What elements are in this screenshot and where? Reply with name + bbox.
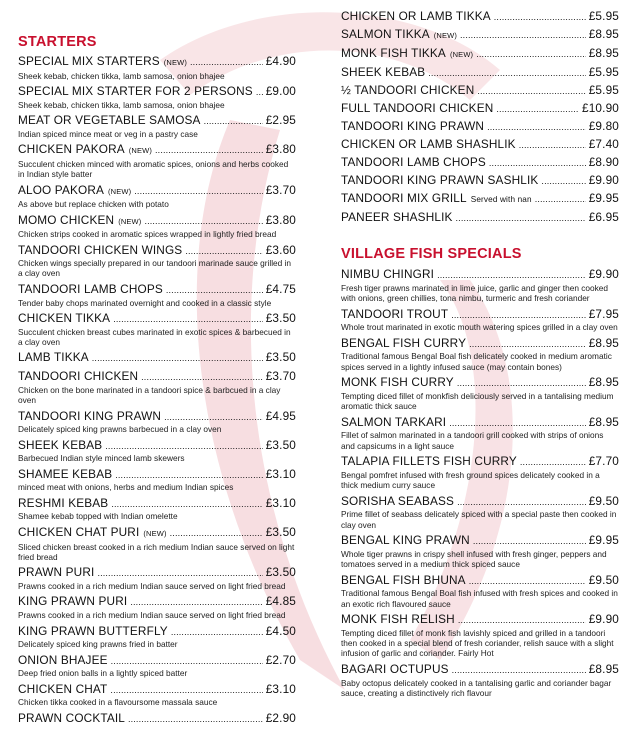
menu-item-description: Fresh tiger prawns marinated in lime juice, garlic and ginger then cooked with onions, green chillies, tona nimbu, turmeric and fresh coriander — [341, 282, 609, 303]
menu-item-line — [18, 653, 296, 669]
menu-item-line — [341, 307, 619, 323]
menu-item-description: Sheek kebab, chicken tikka, lamb samosa, onion bhajee — [18, 70, 225, 81]
menu-item-price: £3.50 — [265, 311, 296, 326]
menu-item-description: Prawns cooked in a rich medium Indian sauce served on light fried bread — [18, 609, 286, 620]
menu-item-price: £8.90 — [588, 155, 619, 169]
menu-item-name: SPECIAL MIX STARTERS — [18, 54, 160, 68]
dot-leader — [451, 310, 586, 320]
dot-leader — [155, 145, 263, 155]
menu-item-line — [341, 173, 619, 189]
menu-item — [18, 594, 296, 620]
dot-leader — [494, 12, 586, 22]
menu-item-price: £3.70 — [265, 369, 296, 384]
dot-leader — [469, 576, 586, 586]
menu-item — [341, 267, 619, 303]
menu-item-name: ½ TANDOORI CHICKEN — [341, 83, 475, 97]
menu-item-description: Tender baby chops marinated overnight and cooked in a classic style — [18, 297, 272, 308]
menu-item — [341, 46, 619, 63]
menu-item — [341, 119, 619, 135]
menu-item-line — [341, 415, 619, 431]
menu-item-price: £10.90 — [582, 101, 619, 115]
menu-item-name: MONK FISH RELISH — [341, 612, 455, 627]
menu-item — [18, 467, 296, 493]
menu-item — [18, 653, 296, 679]
menu-item-name: SALMON TARKARI — [341, 414, 447, 429]
dot-leader — [449, 418, 585, 428]
menu-item-description: Barbecued Indian style minced lamb skewers — [18, 453, 185, 464]
menu-item-price: £8.95 — [588, 414, 619, 429]
menu-item — [18, 525, 296, 562]
dot-leader — [457, 497, 586, 507]
tandoori-list — [341, 9, 619, 226]
menu-item-description: Whole trout marinated in exotic mouth watering spices grilled in a clay oven — [341, 322, 618, 332]
menu-item — [341, 573, 619, 609]
menu-item-line — [18, 565, 296, 581]
menu-item-price: £3.50 — [265, 350, 296, 365]
menu-item-name: RESHMI KEBAB — [18, 495, 109, 510]
menu-item-name: TANDOORI LAMB CHOPS — [341, 155, 486, 169]
menu-item-line — [341, 267, 619, 283]
menu-item-price: £9.90 — [588, 173, 619, 187]
menu-item-line — [341, 210, 619, 226]
menu-item — [18, 113, 296, 139]
menu-item-name: SHAMEE KEBAB — [18, 466, 113, 481]
menu-item-price: £3.50 — [265, 565, 296, 580]
menu-item-price: £9.95 — [588, 191, 619, 205]
menu-item-name: CHICKEN CHAT — [18, 681, 108, 696]
menu-item-description: Chicken wings specially prepared in our tandoori marinade sauce grilled in a clay oven — [18, 258, 292, 279]
menu-item-name: ALOO PAKORA — [18, 182, 105, 197]
menu-item — [18, 350, 296, 366]
menu-item-name: TANDOORI CHICKEN — [18, 369, 139, 384]
dot-leader — [428, 68, 585, 78]
menu-item-line — [341, 83, 619, 99]
menu-item-price: £6.95 — [588, 210, 619, 224]
menu-item-description: Tempting diced fillet of monk fish lavishly spiced and grilled in a tandoori then cooked in a special blend of fresh coriander, relish sauce with a slight infusion of garlic and coriander. Fairly Hot — [341, 627, 614, 659]
menu-item — [341, 494, 619, 530]
menu-item-description: Prawns cooked in a rich medium Indian sauce served on light fried bread — [18, 580, 286, 591]
menu-item-description: Chicken strips cooked in aromatic spices wrapped in lightly fried bread — [18, 229, 277, 240]
dot-leader — [105, 441, 262, 451]
menu-item-price: £5.95 — [588, 83, 619, 97]
menu-item-name: TALAPIA FILLETS FISH CURRY — [341, 454, 517, 469]
menu-item-line — [18, 213, 296, 230]
menu-item-line — [341, 65, 619, 81]
menu-item-new-tag: (NEW) — [163, 58, 188, 67]
dot-leader — [171, 627, 263, 637]
menu-item — [341, 101, 619, 117]
menu-item — [341, 65, 619, 81]
menu-item-description: Delicately spiced king prawns barbecued in a clay oven — [18, 424, 222, 435]
menu-item-price: £4.85 — [265, 594, 296, 609]
menu-item-price: £3.10 — [265, 495, 296, 510]
menu-item-name: BENGAL FISH BHUNA — [341, 572, 466, 587]
menu-item-name: SALMON TIKKA — [341, 27, 430, 41]
menu-item-name: SPECIAL MIX STARTER FOR 2 PERSONS — [18, 84, 253, 99]
menu-item — [18, 624, 296, 650]
dot-leader — [457, 378, 586, 388]
menu-item-price: £3.80 — [265, 142, 296, 157]
menu-item-name: BENGAL FISH CURRY — [341, 335, 467, 350]
menu-item — [18, 565, 296, 591]
dot-leader — [110, 685, 262, 695]
menu-item-name: KING PRAWN BUTTERFLY — [18, 623, 168, 638]
dot-leader — [256, 87, 263, 97]
menu-item — [18, 54, 296, 81]
menu-item-price: £8.95 — [588, 662, 619, 676]
menu-item — [18, 409, 296, 435]
menu-item-name: LAMB TIKKA — [18, 350, 89, 365]
menu-item-line — [341, 119, 619, 135]
dot-leader — [476, 49, 586, 59]
dot-leader — [128, 714, 263, 724]
menu-item — [341, 336, 619, 372]
dot-leader — [458, 615, 586, 625]
menu-item — [18, 243, 296, 279]
menu-item-line — [18, 467, 296, 483]
menu-item-name: PANEER SHASHLIK — [341, 210, 453, 224]
menu-item-line — [18, 311, 296, 327]
menu-item-description: Sliced chicken breast cooked in a rich medium Indian sauce served on light fried bread — [18, 541, 295, 562]
menu-item-name: MONK FISH CURRY — [341, 375, 454, 390]
menu-item-price: £9.50 — [588, 493, 619, 508]
dot-leader — [204, 116, 263, 126]
dot-leader — [170, 528, 263, 538]
menu-item-name: TANDOORI MIX GRILL — [341, 191, 467, 205]
menu-item-price: £7.40 — [588, 137, 619, 151]
menu-item — [341, 307, 619, 333]
menu-item-name: TANDOORI LAMB CHOPS — [18, 282, 163, 297]
menu-item-description: As above but replace chicken with potato — [18, 199, 169, 210]
menu-item-line — [341, 336, 619, 352]
menu-item-name: SORISHA SEABASS — [341, 493, 455, 508]
menu-item-name: CHICKEN OR LAMB TIKKA — [341, 9, 491, 23]
dot-leader — [111, 656, 263, 666]
menu-item-line — [18, 113, 296, 129]
menu-item-line — [18, 183, 296, 200]
menu-item-description: Shamee kebab topped with Indian omelette — [18, 511, 178, 522]
menu-item-price: £3.10 — [265, 681, 296, 696]
menu-item — [341, 454, 619, 490]
menu-item-name: MOMO CHICKEN — [18, 212, 115, 227]
menu-item-name: KING PRAWN PURI — [18, 594, 128, 609]
menu-item-name: BENGAL KING PRAWN — [341, 533, 470, 548]
menu-item-line — [341, 612, 619, 628]
dot-leader — [456, 213, 586, 223]
dot-leader — [134, 186, 262, 196]
menu-item-line — [341, 46, 619, 63]
menu-item — [18, 438, 296, 464]
menu-item-description: Baby octopus delicately cooked in a tantalising garlic and coriander bagar sauce, creating a distinctively rich flavour — [341, 677, 612, 698]
menu-item-line — [341, 155, 619, 171]
menu-item-price: £3.70 — [265, 182, 296, 197]
dot-leader — [141, 372, 263, 382]
menu-item-price: £9.95 — [588, 533, 619, 548]
menu-item-description: Delicately spiced king prawns fried in batter — [18, 639, 178, 649]
menu-item-note: Served with nan — [470, 195, 532, 204]
menu-item — [18, 142, 296, 179]
menu-item-price: £3.80 — [265, 212, 296, 227]
menu-item — [18, 282, 296, 308]
menu-item-price: £8.95 — [588, 375, 619, 390]
dot-leader — [190, 57, 263, 67]
menu-item-name: SHEEK KEBAB — [18, 437, 103, 452]
dot-leader — [452, 665, 586, 675]
menu-item-description: Deep fried onion balls in a lightly spiced batter — [18, 668, 188, 679]
menu-item-price: £3.60 — [265, 242, 296, 257]
menu-item-price: £4.50 — [265, 623, 296, 638]
menu-item-description: Whole tiger prawns in crispy shell infused with fresh ginger, peppers and tomatoes served in a medium thick spiced sauce — [341, 548, 607, 569]
menu-item — [341, 662, 619, 698]
village-fish-list — [341, 267, 619, 698]
menu-item — [18, 213, 296, 240]
menu-item — [18, 183, 296, 210]
menu-item-line — [18, 624, 296, 640]
menu-item-new-tag: (NEW) — [128, 146, 153, 156]
menu-item-new-tag: (NEW) — [143, 529, 167, 539]
menu-item-description: minced meat with onions, herbs and medium Indian spices — [18, 482, 234, 493]
menu-item — [341, 9, 619, 25]
menu-item-line — [18, 350, 296, 366]
menu-item — [341, 533, 619, 569]
menu-item-price: £7.95 — [588, 306, 619, 321]
menu-item-line — [341, 375, 619, 391]
menu-item — [18, 711, 296, 727]
dot-leader — [541, 176, 585, 186]
menu-item-name: CHICKEN CHAT PURI — [18, 525, 140, 540]
menu-item-name: CHICKEN PAKORA — [18, 142, 125, 157]
menu-item-line — [18, 525, 296, 542]
starters-heading: STARTERS — [18, 34, 97, 50]
menu-item — [18, 84, 296, 110]
menu-item-line — [341, 27, 619, 44]
menu-item-name: NIMBU CHINGRI — [341, 267, 435, 281]
dot-leader — [519, 140, 586, 150]
menu-item-name: TANDOORI KING PRAWN — [341, 119, 485, 133]
dot-leader — [166, 285, 263, 295]
menu-item-line — [18, 243, 296, 259]
menu-item — [341, 155, 619, 171]
menu-item-price: £5.95 — [588, 65, 619, 79]
menu-item-name: PRAWN PURI — [18, 565, 95, 580]
menu-item-description: Chicken on the bone marinated in a tandoori spice & barbcued in a clay oven — [18, 384, 281, 406]
menu-item-price: £9.90 — [588, 612, 619, 627]
menu-item — [341, 375, 619, 411]
dot-leader — [92, 353, 263, 363]
menu-item-new-tag: (NEW) — [433, 31, 458, 40]
dot-leader — [487, 122, 586, 132]
menu-item-description: Succulent chicken minced with aromatic spices, onions and herbs cooked in Indian style batter — [18, 158, 289, 179]
menu-item-name: FULL TANDOORI CHICKEN — [341, 101, 494, 115]
menu-item-line — [341, 494, 619, 510]
menu-item-line — [18, 438, 296, 454]
menu-item-new-tag: (NEW) — [449, 50, 474, 59]
menu-item-description: Sheek kebab, chicken tikka, lamb samosa, onion bhajee — [18, 99, 225, 110]
menu-item-new-tag: (NEW) — [118, 216, 142, 226]
starters-list — [18, 54, 296, 726]
menu-item-line — [341, 454, 619, 470]
menu-item-name: CHICKEN TIKKA — [18, 311, 111, 326]
dot-leader — [113, 314, 263, 324]
menu-item-description: Chicken tikka cooked in a flavoursome massala sauce — [18, 697, 218, 708]
dot-leader — [477, 86, 585, 96]
menu-item-line — [18, 54, 296, 71]
dot-leader — [130, 597, 262, 607]
menu-item — [341, 415, 619, 451]
dot-leader — [164, 412, 263, 422]
menu-item-price: £7.70 — [588, 454, 619, 469]
dot-leader — [469, 339, 586, 349]
dot-leader — [144, 216, 262, 226]
menu-item-name: TANDOORI CHICKEN WINGS — [18, 242, 183, 257]
menu-item-price: £8.95 — [588, 335, 619, 350]
menu-item-line — [341, 9, 619, 25]
menu-item — [341, 210, 619, 226]
dot-leader — [535, 194, 586, 204]
menu-item-price: £9.00 — [265, 84, 296, 99]
menu-item — [341, 173, 619, 189]
menu-item-price: £9.50 — [588, 572, 619, 587]
dot-leader — [489, 158, 586, 168]
dot-leader — [473, 536, 586, 546]
menu-item-name: CHICKEN OR LAMB SHASHLIK — [341, 137, 516, 151]
menu-item — [18, 369, 296, 405]
menu-item-price: £4.75 — [265, 282, 296, 297]
menu-item-price: £5.95 — [588, 9, 619, 23]
menu-item-line — [18, 369, 296, 385]
menu-item-description: Traditional famous Bengal Boal fish delicately cooked in medium aromatic spices served in a lightly infused sauce (may contain bones) — [341, 351, 612, 372]
menu-item-line — [18, 711, 296, 727]
dot-leader — [460, 30, 586, 40]
menu-item-name: SHEEK KEBAB — [341, 65, 426, 79]
menu-item-line — [341, 101, 619, 117]
menu-item — [341, 612, 619, 658]
menu-item-price: £9.80 — [588, 119, 619, 133]
menu-item-name: TANDOORI KING PRAWN SASHLIK — [341, 173, 539, 187]
menu-item-line — [341, 137, 619, 153]
menu-item-line — [18, 409, 296, 425]
menu-item-name: BAGARI OCTUPUS — [341, 662, 449, 676]
dot-leader — [115, 470, 262, 480]
menu-item-price: £4.95 — [265, 408, 296, 423]
menu-item-price: £3.50 — [265, 437, 296, 452]
menu-item — [18, 311, 296, 347]
dot-leader — [97, 568, 262, 578]
menu-item-line — [341, 662, 619, 678]
menu-item-description: Prime fillet of seabass delicately spiced with a special paste then cooked in clay oven — [341, 509, 617, 530]
menu-item — [341, 137, 619, 153]
menu-item-description: Indian spiced mince meat or veg in a pastry case — [18, 128, 198, 139]
menu-item-price: £3.50 — [265, 525, 296, 540]
menu-item-description: Succulent chicken breast cubes marinated in exotic spices & barbecued in a clay oven — [18, 326, 291, 347]
dot-leader — [520, 457, 586, 467]
menu-item-price: £8.95 — [588, 27, 619, 41]
menu-item-line — [18, 282, 296, 298]
menu-item — [341, 83, 619, 99]
menu-item-name: TANDOORI TROUT — [341, 306, 449, 321]
dot-leader — [496, 104, 579, 114]
menu-item-line — [18, 496, 296, 512]
menu-item-line — [341, 573, 619, 589]
village-fish-heading: VILLAGE FISH SPECIALS — [341, 246, 522, 262]
menu-item-line — [18, 594, 296, 610]
menu-item-name: MEAT OR VEGETABLE SAMOSA — [18, 113, 201, 128]
menu-item — [18, 682, 296, 708]
menu-item-name: ONION BHAJEE — [18, 652, 108, 667]
menu-item-description: Bengal pomfret infused with fresh ground spices delicately cooked in a thick medium curry sauce — [341, 469, 600, 490]
tandoori-column — [341, 0, 619, 702]
menu-item-line — [341, 191, 619, 208]
menu-item-new-tag: (NEW) — [108, 186, 132, 196]
menu-item-price: £8.95 — [588, 46, 619, 60]
menu-item-line — [18, 84, 296, 100]
dot-leader — [185, 246, 262, 256]
menu-item-description: Fillet of salmon marinated in a tandoori grill cooked with strips of onions and capsicums in a light sauce — [341, 430, 604, 451]
menu-item-price: £9.90 — [588, 267, 619, 281]
menu-item-price: £3.10 — [265, 466, 296, 481]
menu-item-description: Traditional famous Bengal Boal fish infused with fresh spices and cooked in an exotic rich flavoured sauce — [341, 588, 618, 609]
menu-item — [341, 27, 619, 44]
menu-item-line — [18, 142, 296, 159]
menu-item-price: £2.95 — [265, 113, 296, 128]
menu-item-line — [341, 533, 619, 549]
menu-item — [341, 191, 619, 208]
menu-item-name: PRAWN COCKTAIL — [18, 710, 125, 725]
menu-item — [18, 496, 296, 522]
starters-column — [18, 0, 296, 730]
menu-item-price: £4.90 — [265, 54, 296, 68]
dot-leader — [437, 270, 586, 280]
menu-item-price: £2.70 — [265, 652, 296, 667]
dot-leader — [111, 499, 262, 509]
menu-item-description: Tempting diced fillet of monkfish deliciously served in a tantalising medium aromatic thick sauce — [341, 390, 614, 411]
menu-item-name: TANDOORI KING PRAWN — [18, 408, 162, 423]
menu-item-name: MONK FISH TIKKA — [341, 46, 446, 60]
menu-item-line — [18, 682, 296, 698]
menu-item-price: £2.90 — [265, 710, 296, 725]
